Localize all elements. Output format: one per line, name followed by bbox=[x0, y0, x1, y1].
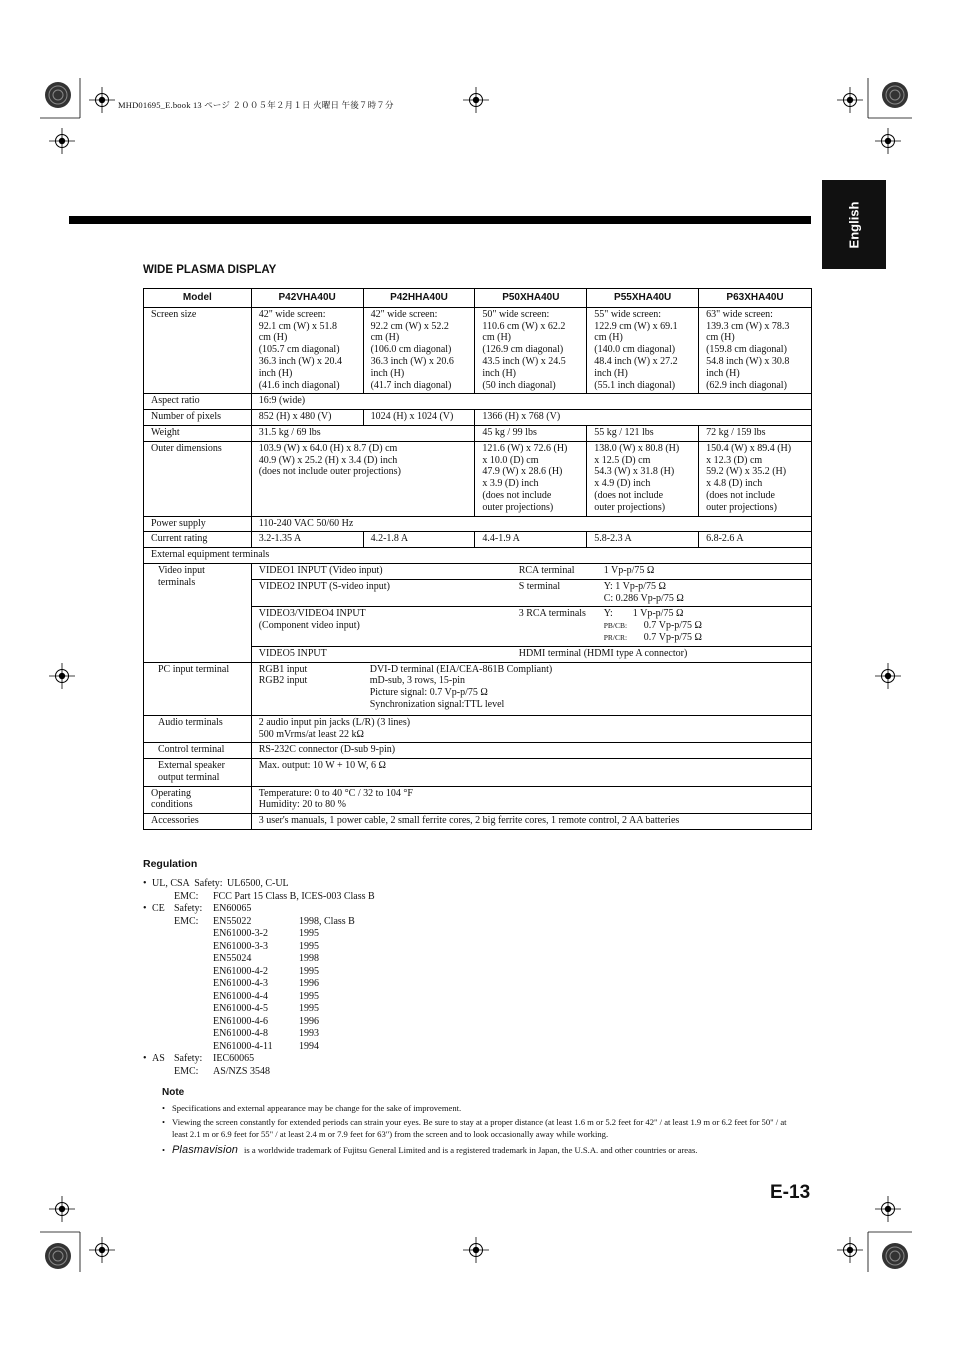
pb-label: PB/CB: bbox=[603, 621, 628, 631]
list-item bbox=[143, 1040, 319, 1054]
spec-table bbox=[143, 288, 812, 830]
pr-value: 0.7 Vp-p/75 Ω bbox=[643, 631, 702, 643]
list-item bbox=[143, 878, 289, 891]
plasmavision-logo: Plasmavision bbox=[172, 1143, 239, 1156]
regulation-standard: EN61000-4-6 bbox=[213, 1015, 268, 1027]
video-input-name: VIDEO2 INPUT (S-video input) bbox=[258, 580, 390, 592]
video-input-name: VIDEO5 INPUT bbox=[258, 647, 327, 659]
regulation-year: 1998 bbox=[299, 953, 319, 964]
regulation-bullet: • bbox=[143, 878, 147, 889]
table-row bbox=[144, 814, 812, 830]
section-title: WIDE PLASMA DISPLAY bbox=[143, 264, 277, 276]
language-tab-label: English bbox=[846, 201, 862, 248]
regulation-region: CE bbox=[152, 903, 165, 914]
table-cell: 63" wide screen: 139.3 cm (W) x 78.3 cm (H) (159.8 cm diagonal) 54.8 inch (W) x 30.8 inch (H) (62.9 inch diagonal) bbox=[699, 307, 812, 394]
table-cell: 150.4 (W) x 89.4 (H) x 12.3 (D) cm 59.2 (W) x 35.2 (H) x 4.8 (D) inch (does not include outer projections) bbox=[699, 441, 812, 516]
table-cell: RS-232C connector (D-sub 9-pin) bbox=[251, 743, 811, 759]
regulation-year: 1995 bbox=[299, 928, 319, 939]
row-label: Operating conditions bbox=[144, 786, 252, 814]
column-header: P42VHA40U bbox=[251, 289, 363, 308]
video-input-connector: 3 RCA terminals bbox=[518, 608, 586, 620]
list-item: • Viewing the screen constantly for extended periods can strain your eyes. Be sure to stay at a proper distance (at least 1.6 m or 5.2 feet for 42" / at least 1.9 m or 6.2 feet for 50" / at least 2.1 m or 6.9 feet for 55" / at least 2.4 m or 7.9 feet for 63") from the screen and to look occasionally away while working. bbox=[162, 1116, 802, 1141]
list-item bbox=[143, 953, 319, 966]
row-label: Number of pixels bbox=[144, 410, 252, 426]
table-row bbox=[144, 425, 812, 441]
table-row bbox=[144, 548, 812, 564]
video-input-spec: Y: 1 Vp-p/75 Ω C: 0.286 Vp-p/75 Ω bbox=[603, 580, 684, 604]
regulation-standard: UL6500, C-UL bbox=[227, 878, 289, 889]
regulation-kind: EMC: bbox=[174, 915, 199, 927]
regulation-standard: EN61000-4-4 bbox=[213, 990, 268, 1002]
table-cell bbox=[251, 563, 811, 579]
column-header-model: Model bbox=[144, 289, 252, 308]
table-cell: 42" wide screen: 92.2 cm (W) x 52.2 cm (H) (106.0 cm diagonal) 36.3 inch (W) x 20.6 inch (H) (41.7 inch diagonal) bbox=[363, 307, 475, 394]
regulation-kind: Safety: bbox=[174, 1053, 203, 1064]
list-item bbox=[143, 1053, 255, 1066]
list-item bbox=[143, 1065, 270, 1079]
list-item: • Plasmavision is a worldwide trademark of Fujitsu General Limited and is a registered trademark in Japan, the U.S.A. and other countries or areas. bbox=[162, 1143, 698, 1156]
regulation-standard: FCC Part 15 Class B, ICES-003 Class B bbox=[213, 890, 375, 902]
list-item bbox=[143, 990, 319, 1004]
table-cell: 3.2-1.35 A bbox=[251, 532, 363, 548]
table-header-row bbox=[144, 289, 812, 308]
video-input-spec-group bbox=[604, 608, 804, 643]
row-label: Current rating bbox=[144, 532, 252, 548]
row-label: External equipment terminals bbox=[144, 548, 812, 564]
table-cell: 1366 (H) x 768 (V) bbox=[475, 410, 812, 426]
list-item: • Specifications and external appearance may be change for the sake of improvement. bbox=[162, 1103, 462, 1113]
note-list bbox=[162, 1102, 802, 1157]
note-text: Viewing the screen constantly for extended periods can strain your eyes. Be sure to stay at a proper distance (at least 1.6 m or 5.2 feet for 42" / at least 1.9 m or 6.2 feet for 50" / at least 2.1 m or 6.9 feet for 55" / at least 2.4 m or 7.9 feet for 63") from the screen and to look occasionally away while working. bbox=[172, 1116, 787, 1139]
table-cell: Temperature: 0 to 40 °C / 32 to 104 °F Humidity: 20 to 80 % bbox=[251, 786, 811, 814]
video-input-connector: RCA terminal bbox=[518, 564, 575, 576]
regulation-year: 1996 bbox=[299, 978, 319, 989]
row-label: Video input terminals bbox=[144, 563, 252, 662]
row-label: Power supply bbox=[144, 516, 252, 532]
table-cell: 16:9 (wide) bbox=[251, 394, 811, 410]
page-number: E-13 bbox=[770, 1182, 811, 1203]
video-input-connector: HDMI terminal (HDMI type A connector) bbox=[518, 647, 688, 659]
row-label: Control terminal bbox=[144, 743, 252, 759]
regulation-bullet bbox=[143, 916, 153, 929]
regulation-bullet bbox=[143, 891, 153, 904]
regulation-standard: EN61000-4-3 bbox=[213, 978, 268, 989]
regulation-kind: EMC: bbox=[174, 890, 199, 902]
regulation-standard: EN61000-3-3 bbox=[213, 940, 268, 952]
table-row bbox=[144, 662, 812, 715]
row-label: Aspect ratio bbox=[144, 394, 252, 410]
table-cell bbox=[251, 662, 811, 715]
table-cell: 4.4-1.9 A bbox=[475, 532, 587, 548]
table-cell: 103.9 (W) x 64.0 (H) x 8.7 (D) cm 40.9 (W) x 25.2 (H) x 3.4 (D) inch (does not include outer projections) bbox=[251, 441, 475, 516]
table-row bbox=[144, 394, 812, 410]
regulation-standard: EN61000-4-8 bbox=[213, 1028, 268, 1039]
table-cell: 2 audio input pin jacks (L/R) (3 lines) 500 mVrms/at least 22 kΩ bbox=[251, 715, 811, 743]
regulation-standard: EN55024 bbox=[213, 953, 252, 964]
table-cell: 1024 (H) x 1024 (V) bbox=[363, 410, 475, 426]
column-header: P63XHA40U bbox=[699, 289, 812, 308]
regulation-list bbox=[143, 878, 375, 1078]
regulation-bullet: • bbox=[143, 1053, 147, 1064]
regulation-bullet bbox=[143, 941, 153, 954]
row-label: Weight bbox=[144, 425, 252, 441]
table-cell: Max. output: 10 W + 10 W, 6 Ω bbox=[251, 759, 811, 787]
regulation-standard: EN55022 bbox=[213, 915, 252, 927]
row-label: Outer dimensions bbox=[144, 441, 252, 516]
video-input-name: VIDEO1 INPUT (Video input) bbox=[258, 564, 383, 576]
video-input-name: VIDEO3/VIDEO4 INPUT (Component video input) bbox=[258, 608, 366, 632]
table-cell: 31.5 kg / 69 lbs bbox=[251, 425, 475, 441]
list-item bbox=[143, 1003, 319, 1016]
print-header: MHD01695_E.book 13 ページ ２００５年２月１日 火曜日 午後７時７分 bbox=[118, 100, 394, 110]
regulation-bullet bbox=[143, 966, 153, 979]
row-label: Accessories bbox=[144, 814, 252, 830]
regulation-bullet bbox=[143, 953, 153, 966]
table-row bbox=[144, 410, 812, 426]
note-text: Specifications and external appearance may be change for the sake of improvement. bbox=[172, 1103, 462, 1113]
regulation-year: 1996 bbox=[299, 1015, 319, 1027]
row-label: PC input terminal bbox=[144, 662, 252, 715]
regulation-bullet bbox=[143, 991, 153, 1004]
note-title: Note bbox=[162, 1087, 185, 1098]
table-row bbox=[144, 516, 812, 532]
table-cell bbox=[251, 607, 811, 646]
regulation-year: 1993 bbox=[299, 1028, 319, 1039]
table-cell: 45 kg / 99 lbs bbox=[475, 425, 587, 441]
row-label: External speaker output terminal bbox=[144, 759, 252, 787]
regulation-standard: EN61000-4-2 bbox=[213, 965, 268, 977]
table-row bbox=[144, 532, 812, 548]
regulation-year: 1995 bbox=[299, 1003, 319, 1014]
regulation-bullet: • bbox=[143, 903, 147, 914]
list-item bbox=[143, 940, 319, 954]
regulation-year: 1995 bbox=[299, 965, 319, 977]
regulation-bullet bbox=[143, 978, 153, 991]
column-header: P50XHA40U bbox=[475, 289, 587, 308]
regulation-bullet bbox=[143, 1066, 153, 1079]
regulation-kind: Safety: bbox=[174, 903, 203, 914]
language-tab bbox=[822, 180, 886, 269]
regulation-standard: EN61000-3-2 bbox=[213, 928, 268, 939]
list-item bbox=[143, 915, 355, 929]
regulation-standard: EN61000-4-11 bbox=[213, 1040, 273, 1052]
regulation-title: Regulation bbox=[143, 858, 198, 870]
regulation-year: 1998, Class B bbox=[299, 915, 355, 927]
table-cell: 50" wide screen: 110.6 cm (W) x 62.2 cm (H) (126.9 cm diagonal) 43.5 inch (W) x 24.5 inch (H) (50 inch diagonal) bbox=[475, 307, 587, 394]
table-row bbox=[144, 743, 812, 759]
trademark-text: is a worldwide trademark of Fujitsu General Limited and is a registered trademark in Japan, the U.S.A. and other countries or areas. bbox=[244, 1144, 698, 1155]
pc-input-specs: DVI-D terminal (EIA/CEA-861B Compliant) mD-sub, 3 rows, 15-pin Picture signal: 0.7 Vp-p/75 Ω Synchronization signal:TTL level bbox=[369, 663, 553, 710]
regulation-bullet bbox=[143, 1016, 153, 1029]
regulation-year: 1994 bbox=[299, 1040, 319, 1052]
regulation-bullet bbox=[143, 1041, 153, 1054]
table-cell bbox=[251, 646, 811, 662]
column-header: P42HHA40U bbox=[363, 289, 475, 308]
video-input-spec: 1 Vp-p/75 Ω bbox=[603, 564, 655, 576]
regulation-kind: EMC: bbox=[174, 1065, 199, 1077]
list-item bbox=[143, 890, 375, 904]
regulation-bullet bbox=[143, 928, 153, 941]
pr-label: PR/CR: bbox=[603, 632, 628, 642]
list-item bbox=[143, 903, 252, 916]
regulation-standard: EN61000-4-5 bbox=[213, 1003, 268, 1014]
table-row bbox=[144, 441, 812, 516]
table-row bbox=[144, 759, 812, 787]
list-item bbox=[143, 1015, 319, 1029]
table-cell: 121.6 (W) x 72.6 (H) x 10.0 (D) cm 47.9 (W) x 28.6 (H) x 3.9 (D) inch (does not include outer projections) bbox=[475, 441, 587, 516]
table-row bbox=[144, 563, 812, 579]
table-cell: 55 kg / 121 lbs bbox=[587, 425, 699, 441]
table-cell: 72 kg / 159 lbs bbox=[699, 425, 812, 441]
list-item bbox=[143, 1028, 319, 1041]
regulation-standard: IEC60065 bbox=[213, 1053, 255, 1064]
regulation-region: AS bbox=[152, 1053, 165, 1064]
table-cell: 42" wide screen: 92.1 cm (W) x 51.8 cm (H) (105.7 cm diagonal) 36.3 inch (W) x 20.4 inch (H) (41.6 inch diagonal) bbox=[251, 307, 363, 394]
table-cell: 110-240 VAC 50/60 Hz bbox=[251, 516, 811, 532]
table-cell: 852 (H) x 480 (V) bbox=[251, 410, 363, 426]
list-item bbox=[143, 965, 319, 979]
video-input-connector: S terminal bbox=[518, 580, 561, 592]
table-cell: 55" wide screen: 122.9 cm (W) x 69.1 cm (H) (140.0 cm diagonal) 48.4 inch (W) x 27.2 inch (H) (55.1 inch diagonal) bbox=[587, 307, 699, 394]
table-row bbox=[144, 786, 812, 814]
table-cell: 138.0 (W) x 80.8 (H) x 12.5 (D) cm 54.3 (W) x 31.8 (H) x 4.9 (D) inch (does not include outer projections) bbox=[587, 441, 699, 516]
regulation-standard: AS/NZS 3548 bbox=[213, 1065, 270, 1077]
table-cell: 3 user's manuals, 1 power cable, 2 small ferrite cores, 2 big ferrite cores, 1 remote control, 2 AA batteries bbox=[251, 814, 811, 830]
video-input-spec: Y: 1 Vp-p/75 Ω bbox=[603, 608, 684, 620]
list-item bbox=[143, 928, 319, 941]
table-cell: 5.8-2.3 A bbox=[587, 532, 699, 548]
row-label: Audio terminals bbox=[144, 715, 252, 743]
table-row bbox=[144, 715, 812, 743]
header-rule bbox=[69, 216, 811, 224]
pb-value: 0.7 Vp-p/75 Ω bbox=[643, 620, 702, 632]
column-header: P55XHA40U bbox=[587, 289, 699, 308]
regulation-year: 1995 bbox=[299, 940, 319, 952]
regulation-region: UL, CSA Safety: bbox=[152, 878, 223, 889]
table-row bbox=[144, 307, 812, 394]
table-cell: 6.8-2.6 A bbox=[699, 532, 812, 548]
row-label: Screen size bbox=[144, 307, 252, 394]
list-item bbox=[143, 978, 319, 991]
table-cell: 4.2-1.8 A bbox=[363, 532, 475, 548]
regulation-bullet bbox=[143, 1003, 153, 1016]
regulation-bullet bbox=[143, 1028, 153, 1041]
pc-input-names: RGB1 input RGB2 input bbox=[258, 663, 308, 687]
table-cell bbox=[251, 579, 811, 607]
regulation-year: 1995 bbox=[299, 990, 319, 1002]
regulation-standard: EN60065 bbox=[213, 903, 252, 914]
